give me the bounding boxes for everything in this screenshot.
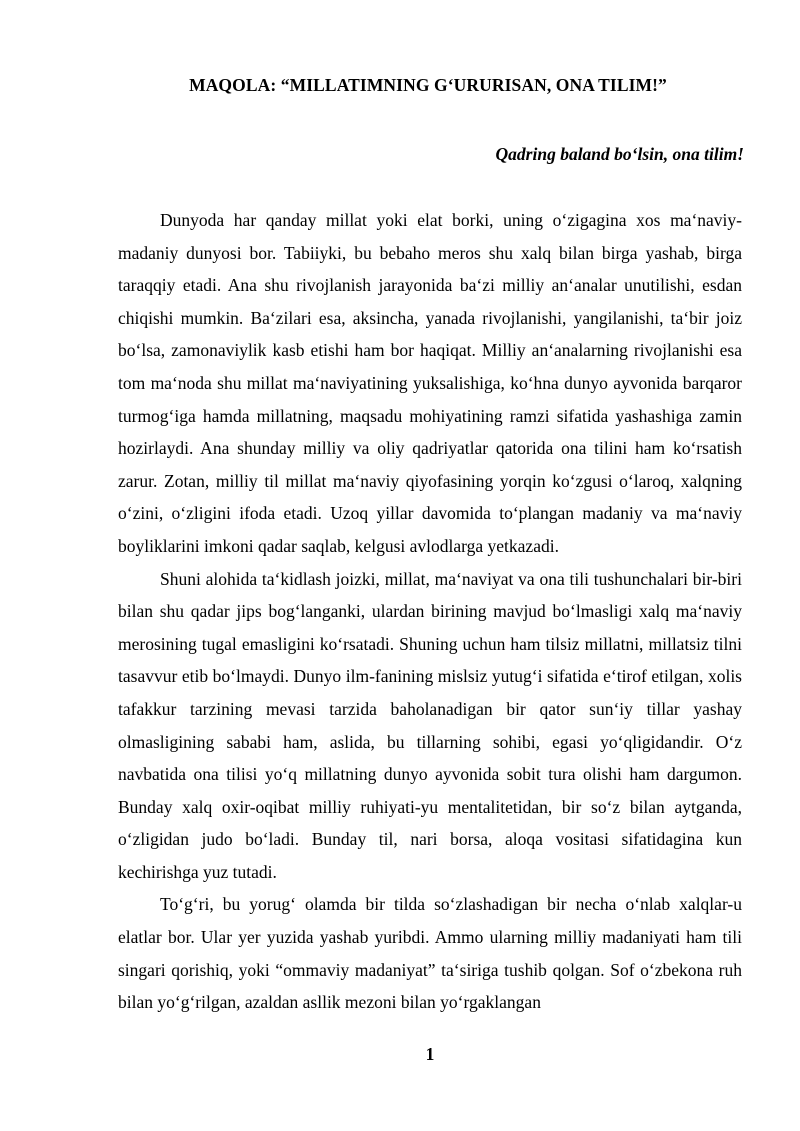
article-body [118,204,742,1019]
paragraph-2: Shuni alohida ta‘kidlash joizki, millat, ma‘naviyat va ona tili tushunchalari bir-biri bilan shu qadar jips bog‘langanki, ulardan birining mavjud bo‘lmasligi xalq ma‘naviy merosining tugal emasligini ko‘rsatadi. Shuning uchun ham tilsiz millatni, millatsiz tilni tasavvur etib bo‘lmaydi. Dunyo ilm-fanining mislsiz yutug‘i sifatida e‘tirof etilgan, xolis tafakkur tarzining mevasi tarzida baholanadigan bir qator sun‘iy tillar yashay olmasligining sababi ham, aslida, bu tillarning sohibi, egasi yo‘qligidandir. O‘z navbatida ona tilisi yo‘q millatning dunyo ayvonida sobit tura olishi ham dargumon. Bunday xalq oxir-oqibat milliy ruhiyati-yu mentalitetidan, bir so‘z bilan aytganda, o‘zligidan judo bo‘ladi. Bunday til, nari borsa, aloqa vositasi sifatidagina kun kechirishga yuz tutadi. [118,568,742,882]
epigraph: Qadring baland bo‘lsin, ona tilim! [495,144,744,164]
paragraph-3: To‘g‘ri, bu yorug‘ olamda bir tilda so‘zlashadigan bir necha o‘nlab xalqlar-u elatlar bor. Ular yer yuzida yashab yuribdi. Ammo ularning milliy madaniyati ham tili singari qorishiq, yoki “ommaviy madaniyat” ta‘siriga tushib qolgan. Sof o‘zbekona ruh bilan yo‘g‘rilgan, azaldan asllik mezoni bilan yo‘rgaklangan [118,894,742,1013]
article-title: MAQOLA: “MILLATIMNING G‘URURISAN, ONA TILIM!” [189,75,667,95]
paragraph-1: Dunyoda har qanday millat yoki elat borki, uning o‘zigagina xos ma‘naviy-madaniy dunyosi bor. Tabiiyki, bu bebaho meros shu xalq bilan birga yashab, birga taraqqiy etadi. Ana shu rivojlanish jarayonida ba‘zi milliy an‘analar unutilishi, esdan chiqishi mumkin. Ba‘zilari esa, aksincha, yanada rivojlanishi, yangilanishi, ta‘bir joiz bo‘lsa, zamonaviylik kasb etishi ham bor haqiqat. Milliy an‘analarning rivojlanishi esa tom ma‘noda shu millat ma‘naviyatining yuksalishiga, ko‘hna dunyo ayvonida barqaror turmog‘iga hamda millatning, maqsadu mohiyatining ramzi sifatida yashashiga zamin hozirlaydi. Ana shunday milliy va oliy qadriyatlar qatorida ona tilini ham ko‘rsatish zarur. Zotan, milliy til millat ma‘naviy qiyofasining yorqin ko‘zgusi o‘laroq, xalqning o‘zini, o‘zligini ifoda etadi. Uzoq yillar davomida to‘plangan madaniy va ma‘naviy boyliklarini imkoni qadar saqlab, kelgusi avlodlarga yetkazadi. [118,210,742,556]
page-number: 1 [425,1044,435,1064]
